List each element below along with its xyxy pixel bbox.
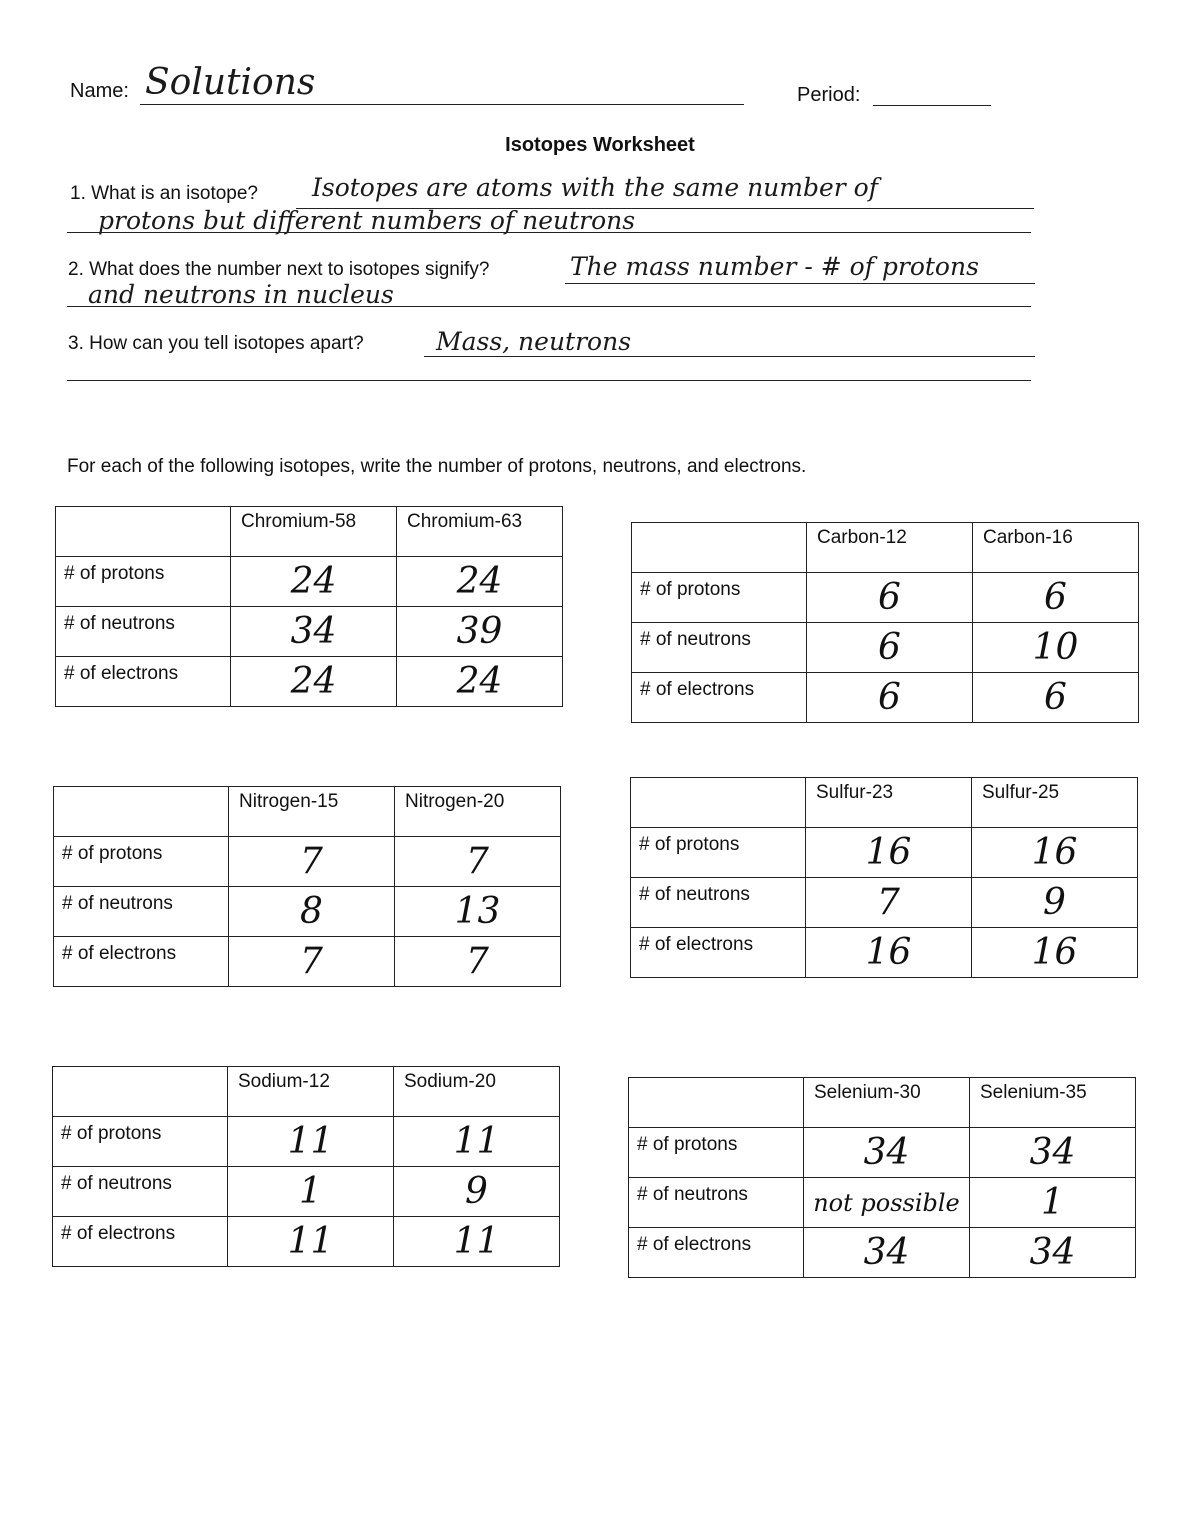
column-header: Sodium-12 bbox=[228, 1067, 394, 1117]
column-header: Carbon-12 bbox=[807, 523, 973, 573]
protons-cell[interactable]: 24 bbox=[231, 557, 397, 607]
neutrons-cell[interactable]: 13 bbox=[395, 887, 561, 937]
protons-cell[interactable]: 7 bbox=[395, 837, 561, 887]
isotope-table-selenium bbox=[628, 1077, 1136, 1278]
neutrons-cell[interactable]: 6 bbox=[807, 623, 973, 673]
row-label-electrons: # of electrons bbox=[54, 937, 229, 987]
isotope-table-nitrogen bbox=[53, 786, 561, 987]
row-label-protons: # of protons bbox=[629, 1128, 804, 1178]
row-label-electrons: # of electrons bbox=[632, 673, 807, 723]
electrons-cell[interactable]: 7 bbox=[395, 937, 561, 987]
neutrons-cell[interactable]: 1 bbox=[970, 1178, 1136, 1228]
question-2-line2 bbox=[67, 306, 1031, 307]
neutrons-cell[interactable]: 8 bbox=[229, 887, 395, 937]
isotope-table-sodium bbox=[52, 1066, 560, 1267]
neutrons-cell[interactable]: 1 bbox=[228, 1167, 394, 1217]
neutrons-cell[interactable]: 39 bbox=[397, 607, 563, 657]
name-label: Name: bbox=[70, 80, 129, 102]
table-corner bbox=[629, 1078, 804, 1128]
column-header: Selenium-30 bbox=[804, 1078, 970, 1128]
column-header: Nitrogen-15 bbox=[229, 787, 395, 837]
electrons-cell[interactable]: 6 bbox=[973, 673, 1139, 723]
neutrons-cell[interactable]: 7 bbox=[806, 878, 972, 928]
electrons-cell[interactable]: 16 bbox=[806, 928, 972, 978]
row-label-neutrons: # of neutrons bbox=[631, 878, 806, 928]
row-label-electrons: # of electrons bbox=[56, 657, 231, 707]
isotope-table-chromium bbox=[55, 506, 563, 707]
neutrons-cell[interactable]: 10 bbox=[973, 623, 1139, 673]
protons-cell[interactable]: 11 bbox=[228, 1117, 394, 1167]
table-corner bbox=[54, 787, 229, 837]
row-label-protons: # of protons bbox=[53, 1117, 228, 1167]
electrons-cell[interactable]: 34 bbox=[970, 1228, 1136, 1278]
electrons-cell[interactable]: 11 bbox=[228, 1217, 394, 1267]
protons-cell[interactable]: 16 bbox=[806, 828, 972, 878]
period-label: Period: bbox=[797, 84, 861, 106]
instructions: For each of the following isotopes, write the number of protons, neutrons, and electrons. bbox=[67, 456, 807, 477]
neutrons-cell[interactable]: 9 bbox=[394, 1167, 560, 1217]
row-label-protons: # of protons bbox=[56, 557, 231, 607]
protons-cell[interactable]: 6 bbox=[807, 573, 973, 623]
question-2-answer-line1[interactable]: The mass number - # of protons bbox=[570, 252, 979, 281]
question-1-label: 1. What is an isotope? bbox=[70, 183, 258, 204]
protons-cell[interactable]: 24 bbox=[397, 557, 563, 607]
question-2-line1 bbox=[565, 283, 1035, 284]
question-3-answer-line1[interactable]: Mass, neutrons bbox=[436, 327, 632, 356]
row-label-neutrons: # of neutrons bbox=[56, 607, 231, 657]
column-header: Chromium-63 bbox=[397, 507, 563, 557]
protons-cell[interactable]: 11 bbox=[394, 1117, 560, 1167]
name-line bbox=[140, 104, 744, 105]
question-1-answer-line2[interactable]: protons but different numbers of neutrons bbox=[98, 206, 636, 235]
row-label-protons: # of protons bbox=[632, 573, 807, 623]
question-3-label: 3. How can you tell isotopes apart? bbox=[68, 333, 364, 354]
name-value[interactable]: Solutions bbox=[145, 62, 316, 103]
question-3-line2 bbox=[67, 380, 1031, 381]
question-2-label: 2. What does the number next to isotopes signify? bbox=[68, 259, 490, 280]
question-3-line1 bbox=[424, 356, 1035, 357]
table-corner bbox=[631, 778, 806, 828]
row-label-protons: # of protons bbox=[54, 837, 229, 887]
protons-cell[interactable]: 34 bbox=[804, 1128, 970, 1178]
question-1-answer-line1[interactable]: Isotopes are atoms with the same number of bbox=[312, 173, 878, 202]
electrons-cell[interactable]: 11 bbox=[394, 1217, 560, 1267]
neutrons-cell[interactable]: not possible bbox=[804, 1178, 970, 1228]
row-label-neutrons: # of neutrons bbox=[632, 623, 807, 673]
period-line[interactable] bbox=[873, 105, 991, 106]
isotope-table-carbon bbox=[631, 522, 1139, 723]
electrons-cell[interactable]: 6 bbox=[807, 673, 973, 723]
electrons-cell[interactable]: 16 bbox=[972, 928, 1138, 978]
protons-cell[interactable]: 16 bbox=[972, 828, 1138, 878]
electrons-cell[interactable]: 7 bbox=[229, 937, 395, 987]
column-header: Sodium-20 bbox=[394, 1067, 560, 1117]
question-1-line2 bbox=[67, 232, 1031, 233]
column-header: Nitrogen-20 bbox=[395, 787, 561, 837]
row-label-neutrons: # of neutrons bbox=[54, 887, 229, 937]
worksheet-title: Isotopes Worksheet bbox=[505, 134, 695, 156]
protons-cell[interactable]: 6 bbox=[973, 573, 1139, 623]
column-header: Sulfur-25 bbox=[972, 778, 1138, 828]
row-label-neutrons: # of neutrons bbox=[53, 1167, 228, 1217]
row-label-protons: # of protons bbox=[631, 828, 806, 878]
column-header: Sulfur-23 bbox=[806, 778, 972, 828]
table-corner bbox=[53, 1067, 228, 1117]
electrons-cell[interactable]: 24 bbox=[231, 657, 397, 707]
electrons-cell[interactable]: 24 bbox=[397, 657, 563, 707]
question-2-answer-line2[interactable]: and neutrons in nucleus bbox=[88, 280, 394, 309]
isotope-table-sulfur bbox=[630, 777, 1138, 978]
row-label-electrons: # of electrons bbox=[631, 928, 806, 978]
table-corner bbox=[632, 523, 807, 573]
row-label-electrons: # of electrons bbox=[629, 1228, 804, 1278]
table-corner bbox=[56, 507, 231, 557]
column-header: Chromium-58 bbox=[231, 507, 397, 557]
row-label-neutrons: # of neutrons bbox=[629, 1178, 804, 1228]
neutrons-cell[interactable]: 9 bbox=[972, 878, 1138, 928]
electrons-cell[interactable]: 34 bbox=[804, 1228, 970, 1278]
column-header: Selenium-35 bbox=[970, 1078, 1136, 1128]
protons-cell[interactable]: 34 bbox=[970, 1128, 1136, 1178]
neutrons-cell[interactable]: 34 bbox=[231, 607, 397, 657]
column-header: Carbon-16 bbox=[973, 523, 1139, 573]
protons-cell[interactable]: 7 bbox=[229, 837, 395, 887]
row-label-electrons: # of electrons bbox=[53, 1217, 228, 1267]
